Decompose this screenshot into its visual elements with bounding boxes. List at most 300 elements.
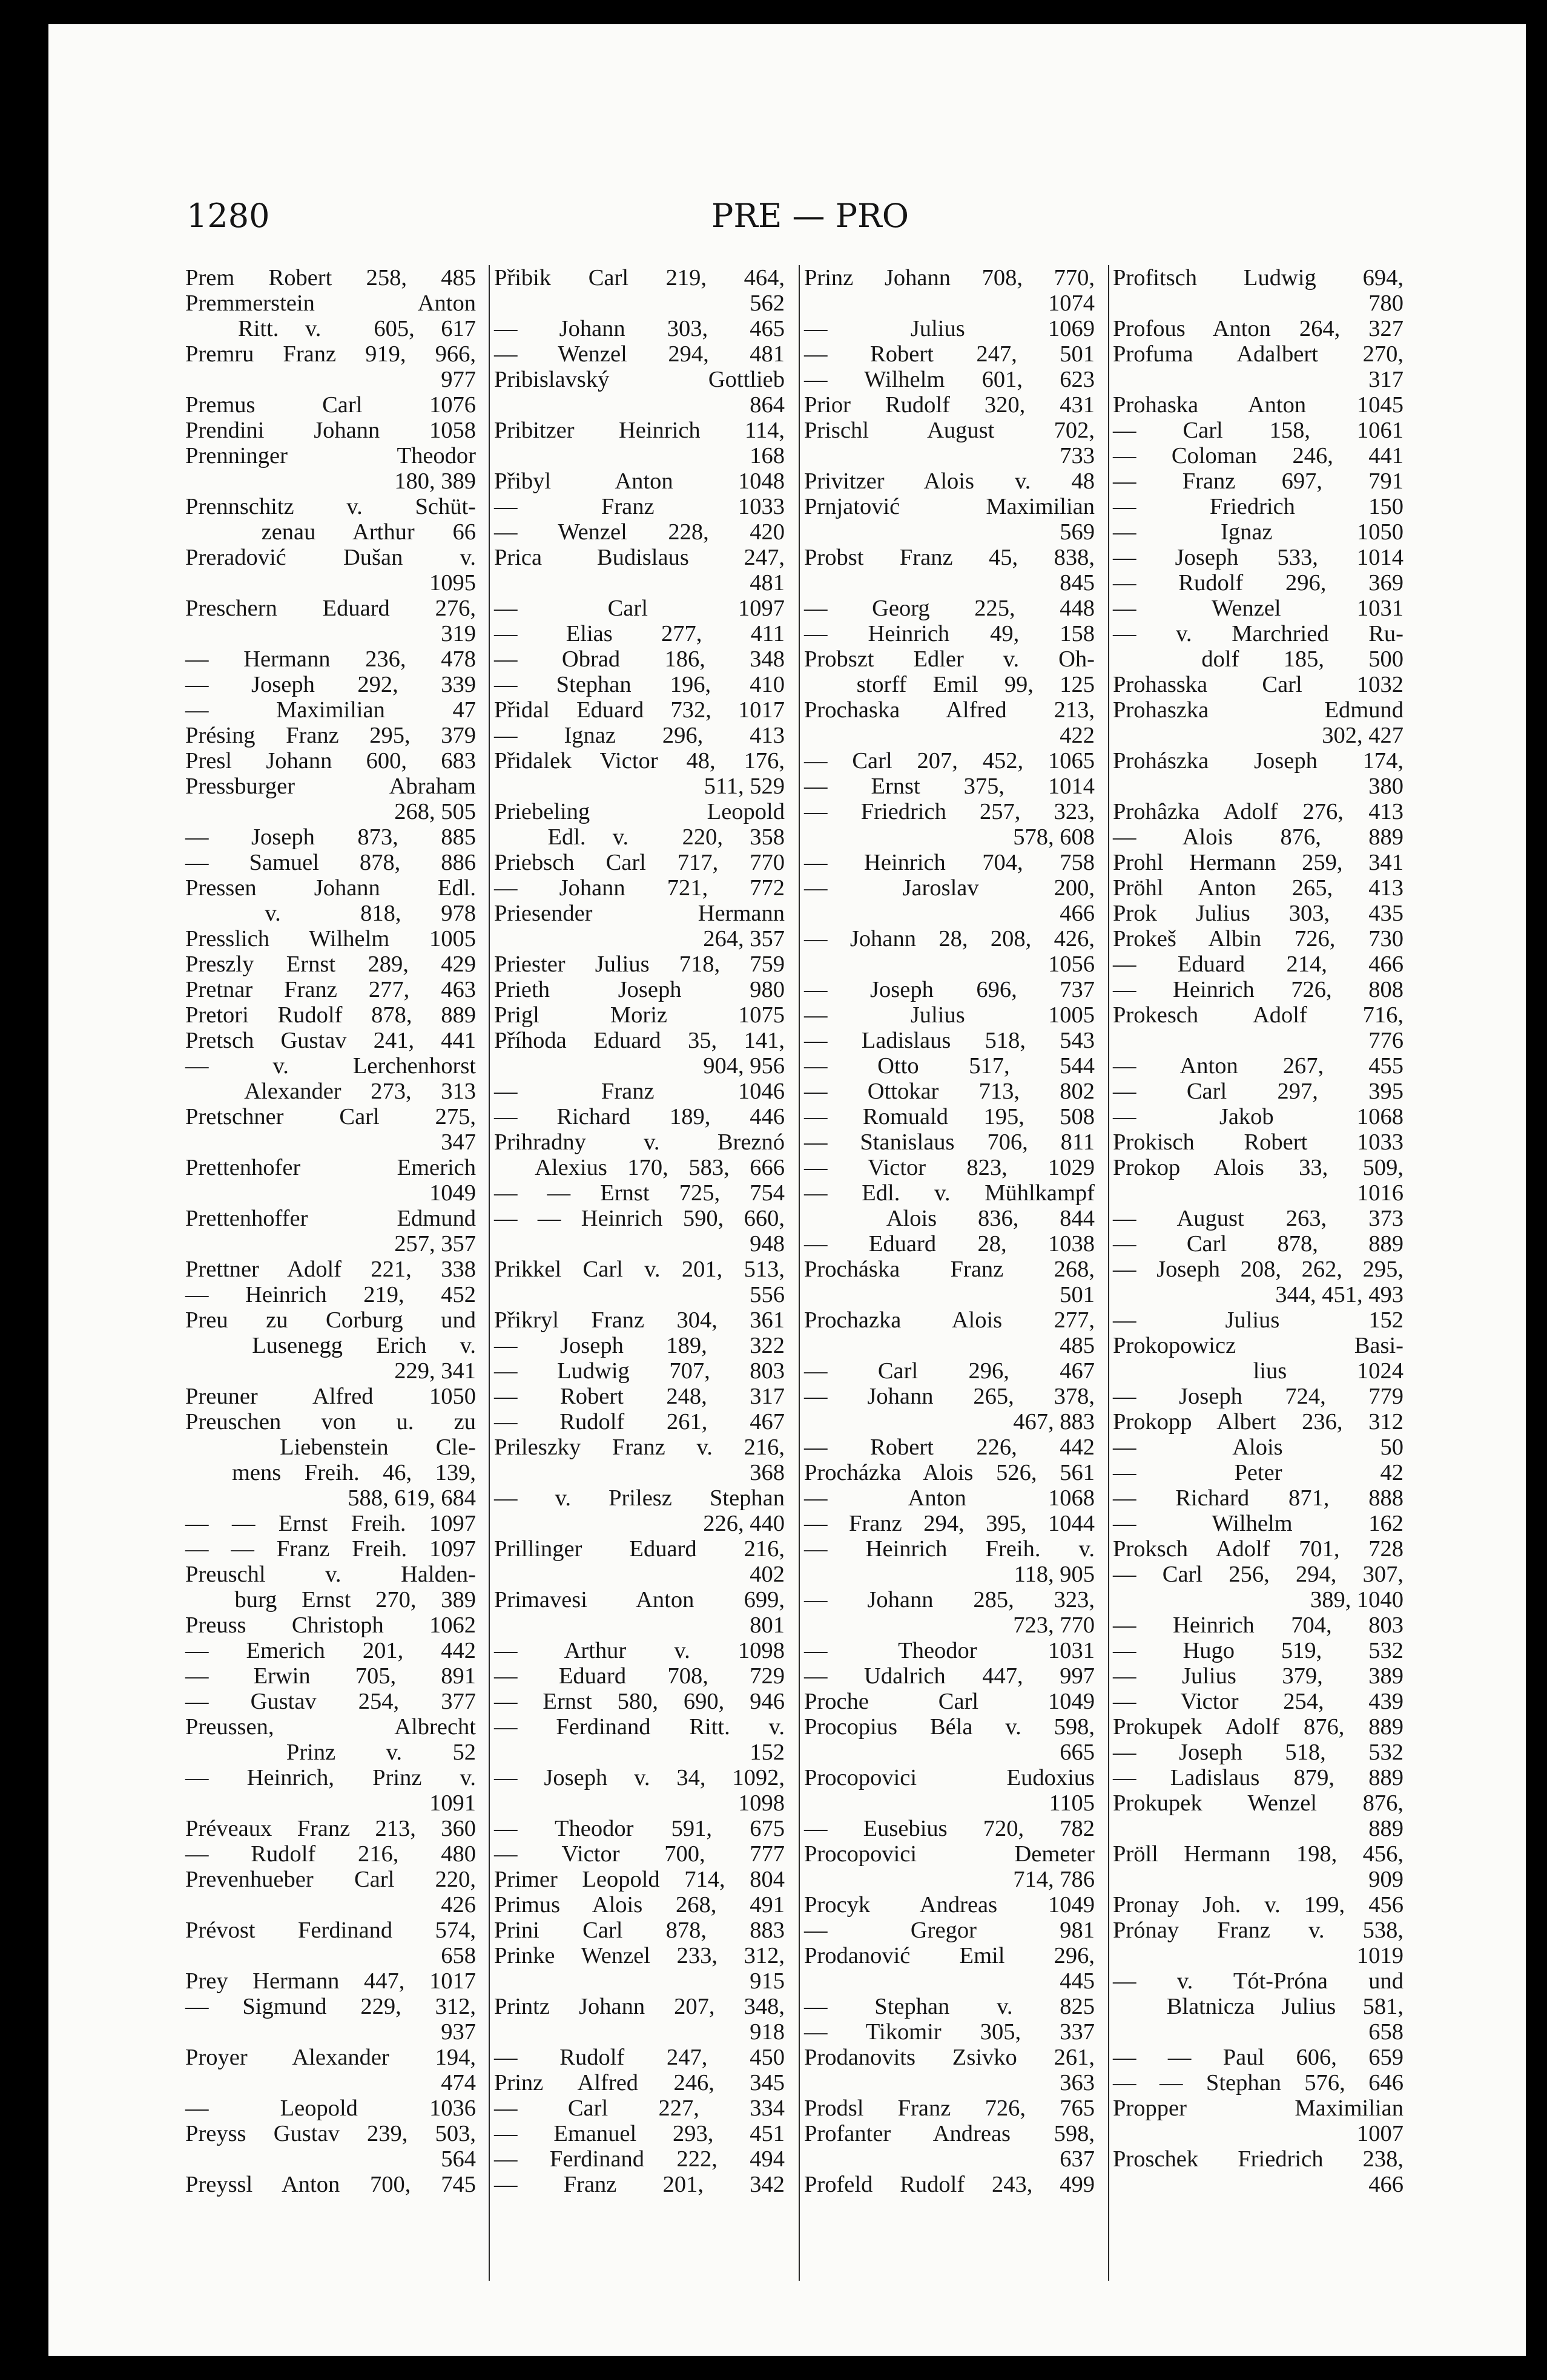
index-entry-line: Prohâzka Adolf 276, 413: [1113, 799, 1404, 824]
index-entry-line: Prohasska Carl 1032: [1113, 672, 1404, 697]
index-entry-line: 665: [1060, 1740, 1095, 1765]
index-entry-line: 511, 529: [704, 774, 785, 799]
index-entry-line: — Julius 1005: [804, 1002, 1095, 1028]
index-entry-line: — Robert 247, 501: [804, 341, 1095, 367]
index-entry-line: — Gregor 981: [804, 1918, 1095, 1943]
index-entry-line: — Johann 265, 378,: [804, 1384, 1095, 1409]
index-entry-line: lius 1024: [1113, 1358, 1404, 1384]
index-entry-line: Pressen Johann Edl.: [185, 875, 476, 901]
index-entry-line: — Ignaz 296, 413: [494, 723, 785, 748]
index-entry-line: — Georg 225, 448: [804, 596, 1095, 621]
index-entry-line: — Leopold 1036: [185, 2096, 476, 2121]
index-entry-line: — Joseph 292, 339: [185, 672, 476, 697]
index-entry-line: 466: [1368, 2172, 1404, 2197]
index-entry-line: 776: [1368, 1028, 1404, 1053]
index-entry-line: Prenninger Theodor: [185, 443, 476, 468]
index-entry-line: — Ferdinand Ritt. v.: [494, 1714, 785, 1740]
column-divider: [1108, 265, 1109, 2281]
index-entry-line: Procyk Andreas 1049: [804, 1892, 1095, 1918]
index-entry-line: Printz Johann 207, 348,: [494, 1994, 785, 2019]
index-entry-line: Pribitzer Heinrich 114,: [494, 418, 785, 443]
index-entry-line: Procháska Franz 268,: [804, 1257, 1095, 1282]
index-entry-line: Premmerstein Anton: [185, 291, 476, 316]
index-entry-line: — Samuel 878, 886: [185, 850, 476, 875]
index-entry-line: Pröll Hermann 198, 456,: [1113, 1841, 1404, 1867]
index-entry-line: 1098: [738, 1790, 785, 1816]
index-entry-line: Prokupek Adolf 876, 889: [1113, 1714, 1404, 1740]
index-entry-line: Prok Julius 303, 435: [1113, 901, 1404, 926]
index-entry-line: — Wenzel 228, 420: [494, 519, 785, 545]
index-entry-line: — Jaroslav 200,: [804, 875, 1095, 901]
index-entry-line: 569: [1060, 519, 1095, 545]
index-entry-line: — Edl. v. Mühlkampf: [804, 1180, 1095, 1206]
index-entry-line: 909: [1368, 1867, 1404, 1892]
index-entry-line: — Johann 721, 772: [494, 875, 785, 901]
index-entry-line: — Carl 878, 889: [1113, 1231, 1404, 1257]
index-entry-line: Prohl Hermann 259, 341: [1113, 850, 1404, 875]
index-entry-line: 118, 905: [1014, 1562, 1095, 1587]
index-entry-line: — Joseph 873, 885: [185, 824, 476, 850]
index-entry-line: — Joseph 208, 262, 295,: [1113, 1257, 1404, 1282]
index-entry-line: Preszly Ernst 289, 429: [185, 952, 476, 977]
index-entry-line: 564: [441, 2146, 476, 2172]
index-entry-line: Pribislavský Gottlieb: [494, 367, 785, 392]
index-entry-line: 152: [750, 1740, 785, 1765]
index-entry-line: Přidalek Victor 48, 176,: [494, 748, 785, 774]
index-entry-line: — Heinrich 704, 803: [1113, 1612, 1404, 1638]
index-entry-line: — Joseph 518, 532: [1113, 1740, 1404, 1765]
index-entry-line: — Friedrich 257, 323,: [804, 799, 1095, 824]
index-entry-line: Pretschner Carl 275,: [185, 1104, 476, 1129]
index-entry-line: 1007: [1357, 2121, 1404, 2146]
index-entry-line: Prochaska Alfred 213,: [804, 697, 1095, 723]
index-entry-line: — Wilhelm 601, 623: [804, 367, 1095, 392]
index-entry-line: Preussen, Albrecht: [185, 1714, 476, 1740]
index-entry-line: Prica Budislaus 247,: [494, 545, 785, 570]
index-entry-line: — Stanislaus 706, 811: [804, 1129, 1095, 1155]
index-entry-line: Edl. v. 220, 358: [494, 824, 785, 850]
index-entry-line: 1105: [1049, 1790, 1095, 1816]
index-entry-line: 180, 389: [394, 468, 476, 494]
index-entry-line: 889: [1368, 1816, 1404, 1841]
index-column-2: [494, 265, 791, 2197]
index-entry-line: Privitzer Alois v. 48: [804, 468, 1095, 494]
column-divider: [799, 265, 800, 2281]
index-entry-line: Prokeš Albin 726, 730: [1113, 926, 1404, 952]
index-entry-line: — v. Tót-Próna und: [1113, 1968, 1404, 1994]
index-entry-line: — Carl 227, 334: [494, 2096, 785, 2121]
index-entry-line: Priesender Hermann: [494, 901, 785, 926]
index-entry-line: Prevenhueber Carl 220,: [185, 1867, 476, 1892]
index-entry-line: — Otto 517, 544: [804, 1053, 1095, 1079]
index-entry-line: storff Emil 99, 125: [804, 672, 1095, 697]
index-entry-line: 344, 451, 493: [1275, 1282, 1404, 1307]
index-entry-line: 918: [750, 2019, 785, 2045]
index-entry-line: Prinz v. 52: [185, 1740, 476, 1765]
index-entry-line: Prini Carl 878, 883: [494, 1918, 785, 1943]
index-entry-line: 363: [1060, 2070, 1095, 2096]
index-entry-line: — Heinrich 219, 452: [185, 1282, 476, 1307]
index-entry-line: — Franz 1033: [494, 494, 785, 519]
index-entry-line: — v. Prilesz Stephan: [494, 1485, 785, 1511]
index-entry-line: 368: [750, 1460, 785, 1485]
index-entry-line: 845: [1060, 570, 1095, 596]
index-entry-line: Prochazka Alois 277,: [804, 1307, 1095, 1333]
index-entry-line: — Heinrich 726, 808: [1113, 977, 1404, 1002]
index-entry-line: 481: [750, 570, 785, 596]
index-entry-line: Procopovici Eudoxius: [804, 1765, 1095, 1790]
index-entry-line: dolf 185, 500: [1113, 646, 1404, 672]
index-entry-line: — Johann 28, 208, 426,: [804, 926, 1095, 952]
index-entry-line: — Franz 1046: [494, 1079, 785, 1104]
index-entry-line: Préveaux Franz 213, 360: [185, 1816, 476, 1841]
index-entry-line: — Gustav 254, 377: [185, 1689, 476, 1714]
index-entry-line: Prettenhofer Emerich: [185, 1155, 476, 1180]
index-entry-line: Prónay Franz v. 538,: [1113, 1918, 1404, 1943]
index-entry-line: — Romuald 195, 508: [804, 1104, 1095, 1129]
index-entry-line: Prikkel Carl v. 201, 513,: [494, 1257, 785, 1282]
index-entry-line: — Theodor 1031: [804, 1638, 1095, 1663]
index-entry-line: — Robert 248, 317: [494, 1384, 785, 1409]
index-entry-line: — Anton 1068: [804, 1485, 1095, 1511]
index-entry-line: 562: [750, 291, 785, 316]
index-entry-line: 501: [1060, 1282, 1095, 1307]
index-entry-line: — — Franz Freih. 1097: [185, 1536, 476, 1562]
index-entry-line: Pressburger Abraham: [185, 774, 476, 799]
index-entry-line: — Carl 297, 395: [1113, 1079, 1404, 1104]
index-entry-line: Prohaska Anton 1045: [1113, 392, 1404, 418]
index-entry-line: 658: [1368, 2019, 1404, 2045]
index-entry-line: — Erwin 705, 891: [185, 1663, 476, 1689]
index-entry-line: — Julius 152: [1113, 1307, 1404, 1333]
index-entry-line: Přidal Eduard 732, 1017: [494, 697, 785, 723]
index-entry-line: Profous Anton 264, 327: [1113, 316, 1404, 341]
index-entry-line: — Hugo 519, 532: [1113, 1638, 1404, 1663]
index-entry-line: — Tikomir 305, 337: [804, 2019, 1095, 2045]
index-entry-line: — — Stephan 576, 646: [1113, 2070, 1404, 2096]
index-entry-line: Profuma Adalbert 270,: [1113, 341, 1404, 367]
index-entry-line: — Rudolf 216, 480: [185, 1841, 476, 1867]
index-entry-line: 1049: [429, 1180, 476, 1206]
index-entry-line: — Wilhelm 162: [1113, 1511, 1404, 1536]
index-entry-line: Premru Franz 919, 966,: [185, 341, 476, 367]
index-columns: [185, 265, 1457, 2263]
index-entry-line: — Ignaz 1050: [1113, 519, 1404, 545]
index-entry-line: mens Freih. 46, 139,: [185, 1460, 476, 1485]
index-entry-line: Procházka Alois 526, 561: [804, 1460, 1095, 1485]
index-entry-line: — Victor 823, 1029: [804, 1155, 1095, 1180]
index-entry-line: Proschek Friedrich 238,: [1113, 2146, 1404, 2172]
index-column-1: [185, 265, 482, 2197]
index-column-3: [804, 265, 1101, 2197]
column-divider: [489, 265, 490, 2281]
index-entry-line: — Arthur v. 1098: [494, 1638, 785, 1663]
index-entry-line: Přibyl Anton 1048: [494, 468, 785, 494]
index-entry-line: Pronay Joh. v. 199, 456: [1113, 1892, 1404, 1918]
index-entry-line: Prettner Adolf 221, 338: [185, 1257, 476, 1282]
index-entry-line: Primer Leopold 714, 804: [494, 1867, 785, 1892]
index-entry-line: — Carl 207, 452, 1065: [804, 748, 1095, 774]
index-column-4: [1113, 265, 1410, 2197]
index-entry-line: Prévost Ferdinand 574,: [185, 1918, 476, 1943]
index-entry-line: Prennschitz v. Schüt-: [185, 494, 476, 519]
index-entry-line: — — Paul 606, 659: [1113, 2045, 1404, 2070]
index-entry-line: 864: [750, 392, 785, 418]
index-entry-line: — Hermann 236, 478: [185, 646, 476, 672]
index-entry-line: — Heinrich Freih. v.: [804, 1536, 1095, 1562]
index-entry-line: 268, 505: [394, 799, 476, 824]
index-entry-line: — Ludwig 707, 803: [494, 1358, 785, 1384]
index-entry-line: — Rudolf 261, 467: [494, 1409, 785, 1435]
index-entry-line: — Victor 254, 439: [1113, 1689, 1404, 1714]
index-entry-line: — Franz 697, 791: [1113, 468, 1404, 494]
index-entry-line: Prokop Alois 33, 509,: [1113, 1155, 1404, 1180]
index-entry-line: Prischl August 702,: [804, 418, 1095, 443]
index-entry-line: — Richard 871, 888: [1113, 1485, 1404, 1511]
index-entry-line: — August 263, 373: [1113, 1206, 1404, 1231]
index-entry-line: Preuss Christoph 1062: [185, 1612, 476, 1638]
index-entry-line: 915: [750, 1968, 785, 1994]
index-entry-line: — Julius 1069: [804, 316, 1095, 341]
index-entry-line: — Ernst 375, 1014: [804, 774, 1095, 799]
index-entry-line: Prodanovits Zsivko 261,: [804, 2045, 1095, 2070]
index-entry-line: — Ferdinand 222, 494: [494, 2146, 785, 2172]
index-entry-line: 445: [1060, 1968, 1095, 1994]
index-entry-line: — Coloman 246, 441: [1113, 443, 1404, 468]
index-entry-line: Procopius Béla v. 598,: [804, 1714, 1095, 1740]
index-entry-line: — Joseph v. 34, 1092,: [494, 1765, 785, 1790]
page-number: 1280: [186, 197, 270, 235]
index-entry-line: 1016: [1357, 1180, 1404, 1206]
index-entry-line: — Elias 277, 411: [494, 621, 785, 646]
index-entry-line: — Carl 158, 1061: [1113, 418, 1404, 443]
index-entry-line: 319: [441, 621, 476, 646]
index-entry-line: — — Ernst Freih. 1097: [185, 1511, 476, 1536]
index-entry-line: — Stephan v. 825: [804, 1994, 1095, 2019]
index-entry-line: — Carl 296, 467: [804, 1358, 1095, 1384]
index-entry-line: Alexander 273, 313: [185, 1079, 476, 1104]
index-entry-line: Prem Robert 258, 485: [185, 265, 476, 291]
index-entry-line: — Franz 294, 395, 1044: [804, 1511, 1095, 1536]
index-entry-line: 168: [750, 443, 785, 468]
index-entry-line: Prettenhoffer Edmund: [185, 1206, 476, 1231]
document-page: [48, 24, 1526, 2356]
index-entry-line: — Wenzel 294, 481: [494, 341, 785, 367]
index-entry-line: — Ernst 580, 690, 946: [494, 1689, 785, 1714]
index-entry-line: — Sigmund 229, 312,: [185, 1994, 476, 2019]
index-entry-line: — Joseph 724, 779: [1113, 1384, 1404, 1409]
index-entry-line: zenau Arthur 66: [185, 519, 476, 545]
index-entry-line: Primavesi Anton 699,: [494, 1587, 785, 1612]
index-entry-line: — Carl 1097: [494, 596, 785, 621]
index-entry-line: Ritt. v. 605, 617: [185, 316, 476, 341]
index-entry-line: — Johann 285, 323,: [804, 1587, 1095, 1612]
index-entry-line: — Eusebius 720, 782: [804, 1816, 1095, 1841]
index-entry-line: 485: [1060, 1333, 1095, 1358]
index-entry-line: 317: [1368, 367, 1404, 392]
index-entry-line: Preyss Gustav 239, 503,: [185, 2121, 476, 2146]
index-entry-line: Prodsl Franz 726, 765: [804, 2096, 1095, 2121]
index-entry-line: Probst Franz 45, 838,: [804, 545, 1095, 570]
index-entry-line: v. 818, 978: [185, 901, 477, 926]
index-entry-line: Prendini Johann 1058: [185, 418, 476, 443]
index-entry-line: — Joseph 696, 737: [804, 977, 1095, 1002]
index-entry-line: Preu zu Corburg und: [185, 1307, 476, 1333]
index-entry-line: Priebeling Leopold: [494, 799, 785, 824]
index-entry-line: Alois 836, 844: [804, 1206, 1095, 1231]
index-entry-line: Prihradny v. Breznó: [494, 1129, 785, 1155]
index-entry-line: — Rudolf 247, 450: [494, 2045, 785, 2070]
index-entry-line: Prodanović Emil 296,: [804, 1943, 1095, 1968]
index-entry-line: 229, 341: [394, 1358, 476, 1384]
index-entry-line: Liebenstein Cle-: [185, 1435, 477, 1460]
index-entry-line: Prokupek Wenzel 876,: [1113, 1790, 1404, 1816]
index-entry-line: Prileszky Franz v. 216,: [494, 1435, 785, 1460]
index-entry-line: Propper Maximilian: [1113, 2096, 1404, 2121]
index-entry-line: 1019: [1357, 1943, 1404, 1968]
index-entry-line: 474: [441, 2070, 476, 2096]
index-entry-line: 578, 608: [1013, 824, 1095, 850]
index-entry-line: Alexius 170, 583, 666: [494, 1155, 785, 1180]
index-entry-line: — Ladislaus 518, 543: [804, 1028, 1095, 1053]
index-entry-line: 389, 1040: [1310, 1587, 1404, 1612]
index-entry-line: Pretsch Gustav 241, 441: [185, 1028, 476, 1053]
index-entry-line: 637: [1060, 2146, 1095, 2172]
index-entry-line: Prillinger Eduard 216,: [494, 1536, 785, 1562]
index-entry-line: 588, 619, 684: [348, 1485, 476, 1511]
index-entry-line: — Carl 256, 294, 307,: [1113, 1562, 1404, 1587]
index-entry-line: — Maximilian 47: [185, 697, 476, 723]
index-entry-line: Profanter Andreas 598,: [804, 2121, 1095, 2146]
index-entry-line: 226, 440: [703, 1511, 785, 1536]
index-entry-line: Prokopp Albert 236, 312: [1113, 1409, 1404, 1435]
index-entry-line: 467, 883: [1013, 1409, 1095, 1435]
index-entry-line: — Robert 226, 442: [804, 1435, 1095, 1460]
index-entry-line: Procopovici Demeter: [804, 1841, 1095, 1867]
index-entry-line: Prohaszka Edmund: [1113, 697, 1404, 723]
index-entry-line: Presslich Wilhelm 1005: [185, 926, 476, 952]
index-entry-line: Přikryl Franz 304, 361: [494, 1307, 785, 1333]
index-entry-line: Prokisch Robert 1033: [1113, 1129, 1404, 1155]
index-entry-line: 977: [441, 367, 476, 392]
index-entry-line: 426: [441, 1892, 476, 1918]
index-entry-line: Blatnicza Julius 581,: [1113, 1994, 1404, 2019]
index-entry-line: Primus Alois 268, 491: [494, 1892, 785, 1918]
index-entry-line: — Richard 189, 446: [494, 1104, 785, 1129]
index-entry-line: Prokesch Adolf 716,: [1113, 1002, 1404, 1028]
index-entry-line: Pröhl Anton 265, 413: [1113, 875, 1404, 901]
page-header: [186, 197, 1434, 239]
index-entry-line: 1056: [1048, 952, 1095, 977]
index-entry-line: Preuschl v. Halden-: [185, 1562, 476, 1587]
index-entry-line: 904, 956: [703, 1053, 785, 1079]
index-entry-line: — Heinrich 49, 158: [804, 621, 1095, 646]
index-entry-line: Prey Hermann 447, 1017: [185, 1968, 476, 1994]
index-entry-line: Přibik Carl 219, 464,: [494, 265, 785, 291]
index-entry-line: Présing Franz 295, 379: [185, 723, 476, 748]
index-entry-line: — Eduard 28, 1038: [804, 1231, 1095, 1257]
index-entry-line: — Ottokar 713, 802: [804, 1079, 1095, 1104]
index-entry-line: 723, 770: [1013, 1612, 1095, 1638]
index-entry-line: 948: [750, 1231, 785, 1257]
index-entry-line: Pretnar Franz 277, 463: [185, 977, 476, 1002]
index-entry-line: Prnjatović Maximilian: [804, 494, 1095, 519]
index-entry-line: Prigl Moriz 1075: [494, 1002, 785, 1028]
index-entry-line: — Julius 379, 389: [1113, 1663, 1404, 1689]
index-entry-line: — v. Marchried Ru-: [1113, 621, 1404, 646]
index-entry-line: Preuner Alfred 1050: [185, 1384, 476, 1409]
index-entry-line: Prinz Alfred 246, 345: [494, 2070, 785, 2096]
index-entry-line: Presl Johann 600, 683: [185, 748, 476, 774]
index-entry-line: — Ladislaus 879, 889: [1113, 1765, 1404, 1790]
index-entry-line: 1095: [429, 570, 476, 596]
index-entry-line: Proksch Adolf 701, 728: [1113, 1536, 1404, 1562]
index-entry-line: Příhoda Eduard 35, 141,: [494, 1028, 785, 1053]
index-entry-line: — Rudolf 296, 369: [1113, 570, 1404, 596]
index-entry-line: 801: [750, 1612, 785, 1638]
index-entry-line: 347: [441, 1129, 476, 1155]
index-entry-line: burg Ernst 270, 389: [185, 1587, 476, 1612]
index-entry-line: Preradović Dušan v.: [185, 545, 476, 570]
index-entry-line: 1091: [429, 1790, 476, 1816]
index-entry-line: Prinz Johann 708, 770,: [804, 265, 1095, 291]
index-entry-line: Proyer Alexander 194,: [185, 2045, 476, 2070]
index-entry-line: Proche Carl 1049: [804, 1689, 1095, 1714]
index-entry-line: — Anton 267, 455: [1113, 1053, 1404, 1079]
index-entry-line: 780: [1368, 291, 1404, 316]
index-entry-line: — Jakob 1068: [1113, 1104, 1404, 1129]
index-entry-line: Priester Julius 718, 759: [494, 952, 785, 977]
index-entry-line: Prokopowicz Basi-: [1113, 1333, 1404, 1358]
running-head: PRE — PRO: [711, 197, 909, 235]
index-entry-line: Preschern Eduard 276,: [185, 596, 476, 621]
index-entry-line: Profitsch Ludwig 694,: [1113, 265, 1404, 291]
index-entry-line: — — Heinrich 590, 660,: [494, 1206, 785, 1231]
index-entry-line: — Heinrich, Prinz v.: [185, 1765, 476, 1790]
index-entry-line: — v. Lerchenhorst: [185, 1053, 476, 1079]
index-entry-line: Prior Rudolf 320, 431: [804, 392, 1095, 418]
index-entry-line: Lusenegg Erich v.: [185, 1333, 476, 1358]
index-entry-line: — Heinrich 704, 758: [804, 850, 1095, 875]
index-entry-line: 402: [750, 1562, 785, 1587]
index-entry-line: 658: [441, 1943, 476, 1968]
index-entry-line: — Alois 50: [1113, 1435, 1404, 1460]
index-entry-line: — Theodor 591, 675: [494, 1816, 785, 1841]
index-entry-line: — Obrad 186, 348: [494, 646, 785, 672]
index-entry-line: Probszt Edler v. Oh-: [804, 646, 1095, 672]
index-entry-line: — Stephan 196, 410: [494, 672, 785, 697]
index-entry-line: Premus Carl 1076: [185, 392, 476, 418]
index-entry-line: — Alois 876, 889: [1113, 824, 1404, 850]
index-entry-line: 302, 427: [1322, 723, 1404, 748]
index-entry-line: Priebsch Carl 717, 770: [494, 850, 785, 875]
index-entry-line: Prinke Wenzel 233, 312,: [494, 1943, 785, 1968]
index-entry-line: 264, 357: [703, 926, 785, 952]
index-entry-line: Pretori Rudolf 878, 889: [185, 1002, 476, 1028]
index-entry-line: Profeld Rudolf 243, 499: [804, 2172, 1095, 2197]
index-entry-line: — Joseph 533, 1014: [1113, 545, 1404, 570]
index-entry-line: 556: [750, 1282, 785, 1307]
index-entry-line: — Joseph 189, 322: [494, 1333, 785, 1358]
index-entry-line: — Emanuel 293, 451: [494, 2121, 785, 2146]
index-entry-line: 714, 786: [1013, 1867, 1095, 1892]
index-entry-line: 257, 357: [394, 1231, 476, 1257]
index-entry-line: 937: [441, 2019, 476, 2045]
index-entry-line: — Eduard 708, 729: [494, 1663, 785, 1689]
index-entry-line: Preuschen von u. zu: [185, 1409, 476, 1435]
index-entry-line: Prieth Joseph 980: [494, 977, 785, 1002]
index-entry-line: 466: [1060, 901, 1095, 926]
